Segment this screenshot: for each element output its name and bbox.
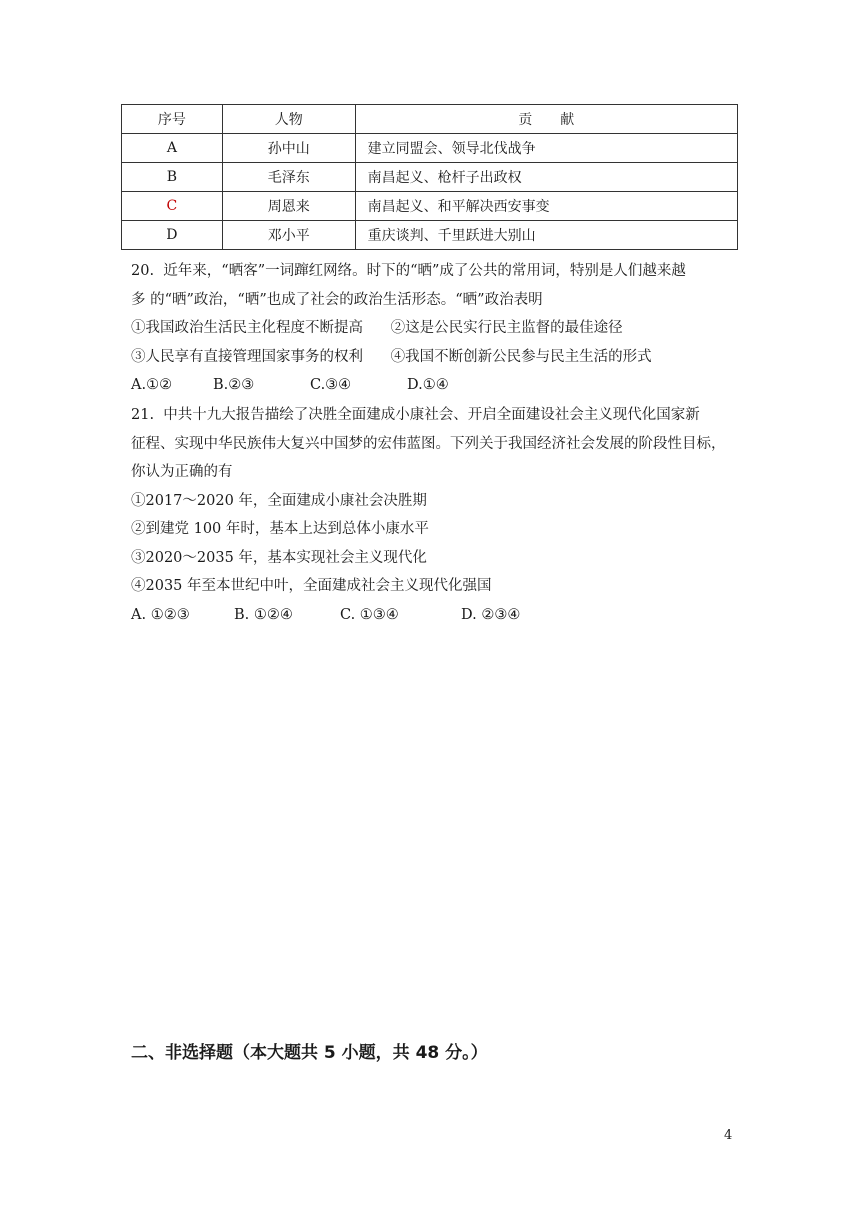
row-contribution: 建立同盟会、领导北伐战争 [355, 134, 737, 163]
row-person: 邓小平 [222, 221, 355, 250]
row-number: D [122, 221, 223, 250]
row-person: 孙中山 [222, 134, 355, 163]
statement-line: ②到建党 100 年时，基本上达到总体小康水平 [131, 521, 429, 537]
option-a: A.①② [131, 377, 173, 393]
option-b: B. ①②④ [234, 606, 293, 623]
row-person: 毛泽东 [222, 163, 355, 192]
question-text: 20. 近年来，“晒客”一词蹿红网络。时下的“晒”成了公共的常用词，特别是人们越来越 [131, 263, 686, 279]
statement-line: ③人民享有直接管理国家事务的权利 ④我国不断创新公民参与民主生活的形式 [131, 348, 652, 365]
option-d: D. ②③④ [461, 606, 521, 623]
question-text: 征程、实现中华民族伟大复兴中国梦的宏伟蓝图。下列关于我国经济社会发展的阶段性目标， [131, 435, 726, 452]
table-row [122, 163, 738, 192]
option-c: C.③④ [310, 377, 352, 393]
statement-line: ③2020～2035 年，基本实现社会主义现代化 [131, 549, 427, 566]
page-number: 4 [724, 1128, 733, 1143]
statement-line: ①我国政治生活民主化程度不断提高 ②这是公民实行民主监督的最佳途径 [131, 320, 623, 336]
question-21 [131, 401, 741, 629]
row-person: 周恩来 [222, 192, 355, 221]
option-a: A. ①②③ [131, 606, 190, 623]
row-number: C [122, 192, 223, 221]
row-number: A [122, 134, 223, 163]
table-row [122, 134, 738, 163]
answer-options [131, 371, 741, 400]
question-text: 21. 中共十九大报告描绘了决胜全面建成小康社会、开启全面建设社会主义现代化国家新 [131, 407, 700, 423]
answer-options [131, 601, 741, 630]
statement-line: ①2017～2020 年，全面建成小康社会决胜期 [131, 492, 427, 509]
table-row [122, 221, 738, 250]
question-text: 多 的“晒”政治，“晒”也成了社会的政治生活形态。“晒”政治表明 [131, 291, 543, 308]
option-b: B.②③ [213, 377, 255, 393]
header-number: 序号 [122, 105, 223, 134]
row-contribution: 重庆谈判、千里跃进大别山 [355, 221, 737, 250]
question-20 [131, 257, 741, 400]
section-title: 二、非选择题（本大题共 5 小题，共 48 分。） [131, 1043, 488, 1063]
option-c: C. ①③④ [340, 606, 399, 623]
table-header-row [122, 105, 738, 134]
row-contribution: 南昌起义、枪杆子出政权 [355, 163, 737, 192]
option-d: D.①④ [407, 377, 449, 393]
question-text: 你认为正确的有 [131, 464, 233, 480]
header-person: 人物 [222, 105, 355, 134]
contribution-table [121, 104, 738, 250]
statement-line: ④2035 年至本世纪中叶，全面建成社会主义现代化强国 [131, 578, 492, 594]
table-row [122, 192, 738, 221]
row-contribution: 南昌起义、和平解决西安事变 [355, 192, 737, 221]
row-number: B [122, 163, 223, 192]
header-contribution: 贡 献 [355, 105, 737, 134]
